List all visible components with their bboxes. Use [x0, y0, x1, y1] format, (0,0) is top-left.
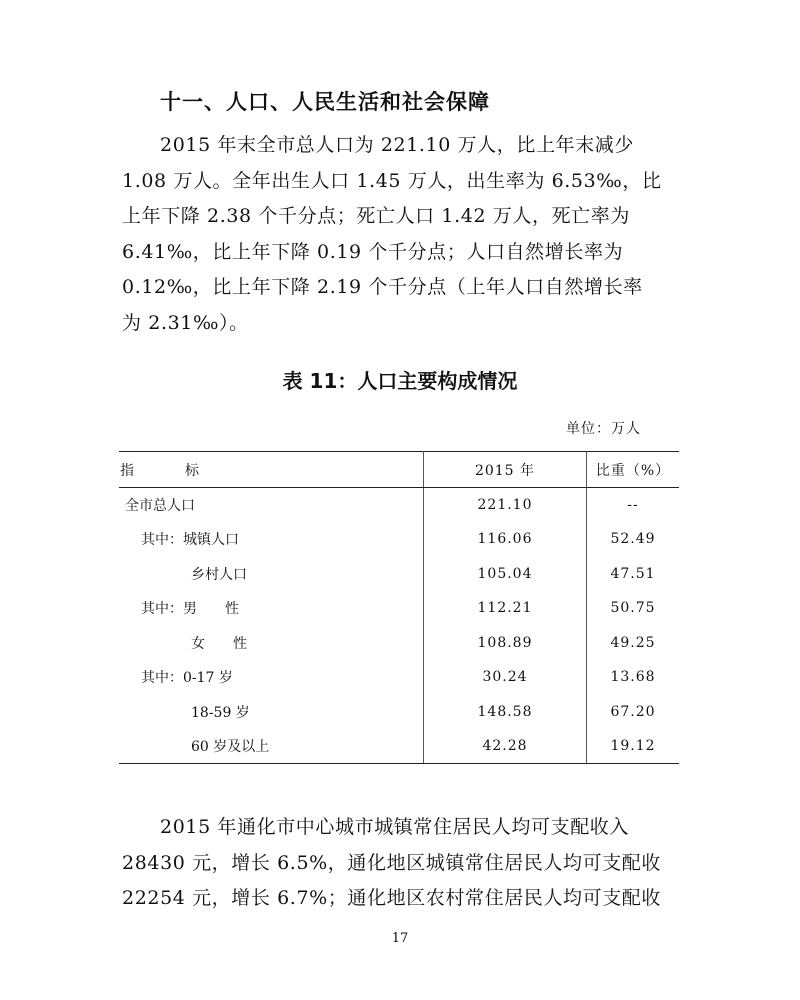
row-label: 其中：男 性	[119, 591, 424, 626]
row-label: 其中：0-17 岁	[119, 660, 424, 695]
row-value: 108.89	[424, 626, 587, 661]
row-value: 148.58	[424, 695, 587, 730]
header-share: 比重（%）	[587, 452, 680, 488]
paragraph-income	[122, 810, 682, 917]
row-label: 女 性	[119, 626, 424, 661]
row-share: 13.68	[610, 669, 656, 686]
row-share: 50.75	[610, 600, 656, 617]
table-row	[119, 557, 679, 592]
paragraph-line: 0.12‰，比上年下降 2.19 个千分点（上年人口自然增长率	[122, 276, 643, 298]
paragraph-line: 6.41‰，比上年下降 0.19 个千分点；人口自然增长率为	[122, 240, 624, 263]
row-label: 乡村人口	[119, 557, 424, 592]
page-number: 17	[391, 931, 409, 946]
paragraph-line: 2015 年通化市中心城市城镇常住居民人均可支配收入	[160, 816, 629, 838]
row-label: 全市总人口	[119, 488, 424, 523]
paragraph-line: 22254 元，增长 6.7%；通化地区农村常住居民人均可支配收	[122, 887, 661, 909]
row-share: 19.12	[587, 729, 680, 764]
table-row	[119, 660, 679, 695]
table-title: 表 11：人口主要构成情况	[282, 369, 518, 393]
table-row	[119, 522, 679, 557]
row-value: 30.24	[424, 660, 587, 695]
header-year: 2015 年	[424, 452, 587, 488]
row-value: 105.04	[424, 557, 587, 592]
row-share: 49.25	[610, 634, 656, 651]
table-header-row	[119, 452, 679, 488]
section-title: 十一、人口、人民生活和社会保障	[160, 90, 490, 114]
header-indicator: 指 标	[119, 452, 424, 488]
row-label: 其中：城镇人口	[119, 522, 424, 557]
row-share: 67.20	[610, 703, 656, 720]
table-row	[119, 729, 679, 764]
row-label: 60 岁及以上	[119, 729, 424, 764]
paragraph-line: 上年下降 2.38 个千分点；死亡人口 1.42 万人，死亡率为	[122, 205, 630, 227]
paragraph-line: 2015 年末全市总人口为 221.10 万人，比上年末减少	[160, 134, 634, 156]
paragraph-line: 28430 元，增长 6.5%，通化地区城镇常住居民人均可支配收	[122, 851, 661, 874]
row-value: 221.10	[424, 488, 587, 523]
paragraph-line: 1.08 万人。全年出生人口 1.45 万人，出生率为 6.53‰，比	[122, 169, 662, 192]
row-value: 42.28	[424, 729, 587, 764]
table-row	[119, 591, 679, 626]
paragraph-population	[122, 128, 682, 341]
row-share: 47.51	[610, 565, 656, 582]
table-unit: 单位：万人	[566, 421, 641, 437]
row-label: 18-59 岁	[119, 695, 424, 730]
table-row	[119, 626, 679, 661]
table-row	[119, 488, 679, 523]
row-share: --	[627, 497, 639, 513]
paragraph-line: 为 2.31‰）。	[122, 311, 249, 334]
row-value: 116.06	[424, 522, 587, 557]
row-value: 112.21	[424, 591, 587, 626]
table-row	[119, 695, 679, 730]
population-table	[119, 451, 679, 764]
row-share: 52.49	[610, 531, 656, 548]
